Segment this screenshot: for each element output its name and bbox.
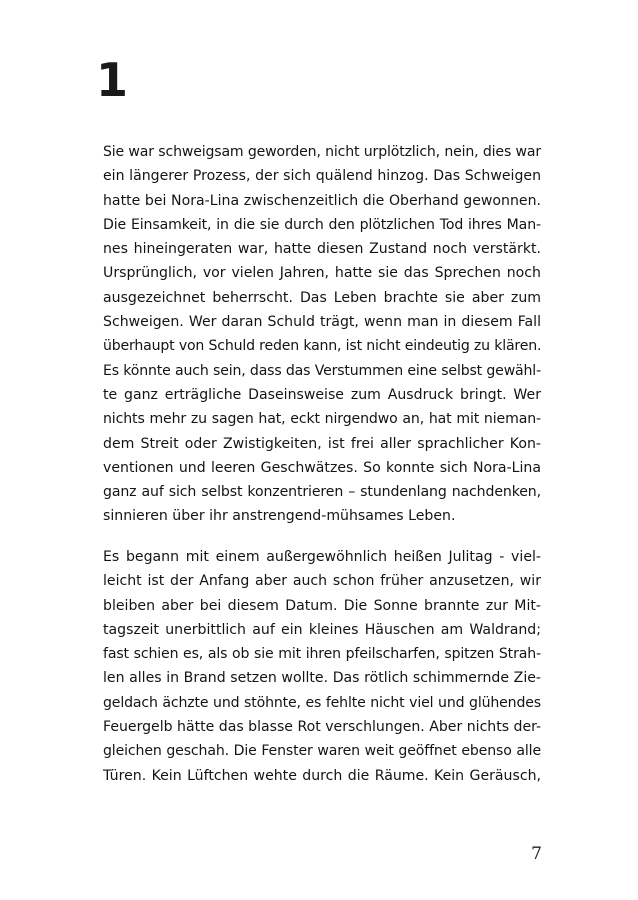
text-line: leicht ist der Anfang aber auch schon früher anzusetzen, wir <box>103 573 541 590</box>
text-line: Die Einsamkeit, in die sie durch den plötzlichen Tod ihres Man- <box>103 216 541 233</box>
paragraph-1 <box>103 140 541 529</box>
text-line: ganz auf sich selbst konzentrieren – stundenlang nachdenken, <box>103 484 541 501</box>
text-line: Es begann mit einem außergewöhnlich heißen Julitag - viel- <box>103 549 541 565</box>
text-line: hatte bei Nora-Lina zwischenzeitlich die Oberhand gewonnen. <box>103 192 541 209</box>
text-line: Sie war schweigsam geworden, nicht urplötzlich, nein, dies war <box>103 144 541 160</box>
paragraph-2 <box>103 545 541 788</box>
text-line: tagszeit unerbittlich auf ein kleines Häuschen am Waldrand; <box>103 621 541 638</box>
text-line: dem Streit oder Zwistigkeiten, ist frei aller sprachlicher Kon- <box>103 435 541 452</box>
text-line: Türen. Kein Lüftchen wehte durch die Räume. Kein Geräusch, <box>103 767 541 784</box>
text-line: ventionen und leeren Geschwätzes. So konnte sich Nora-Lina <box>103 459 541 476</box>
text-line: te ganz erträgliche Daseinsweise zum Ausdruck bringt. Wer <box>103 386 541 403</box>
page-number: 7 <box>531 844 542 864</box>
text-line: überhaupt von Schuld reden kann, ist nicht eindeutig zu klären. <box>103 338 542 355</box>
text-line: Schweigen. Wer daran Schuld trägt, wenn man in diesem Fall <box>103 314 541 331</box>
text-line: gleichen geschah. Die Fenster waren weit geöffnet ebenso alle <box>103 743 541 760</box>
text-line: sinnieren über ihr anstrengend-mühsames Leben. <box>103 508 456 525</box>
text-line: bleiben aber bei diesem Datum. Die Sonne brannte zur Mit- <box>103 597 541 614</box>
text-line: Es könnte auch sein, dass das Verstummen eine selbst gewähl- <box>103 362 541 379</box>
text-line: nichts mehr zu sagen hat, eckt nirgendwo an, hat mit nieman- <box>103 411 541 428</box>
text-line: fast schien es, als ob sie mit ihren pfeilscharfen, spitzen Strah- <box>103 646 541 663</box>
text-line: Feuergelb hätte das blasse Rot verschlungen. Aber nichts der- <box>103 719 542 736</box>
text-line: Ursprünglich, vor vielen Jahren, hatte sie das Sprechen noch <box>103 265 541 282</box>
text-line: geldach ächzte und stöhnte, es fehlte nicht viel und glühendes <box>103 694 541 711</box>
text-line: ein längerer Prozess, der sich quälend hinzog. Das Schweigen <box>103 168 541 185</box>
text-line: len alles in Brand setzen wollte. Das rötlich schimmernde Zie- <box>103 670 541 687</box>
chapter-number: 1 <box>96 53 129 107</box>
text-line: ausgezeichnet beherrscht. Das Leben brachte sie aber zum <box>103 289 541 306</box>
text-line: nes hineingeraten war, hatte diesen Zustand noch verstärkt. <box>103 241 541 258</box>
